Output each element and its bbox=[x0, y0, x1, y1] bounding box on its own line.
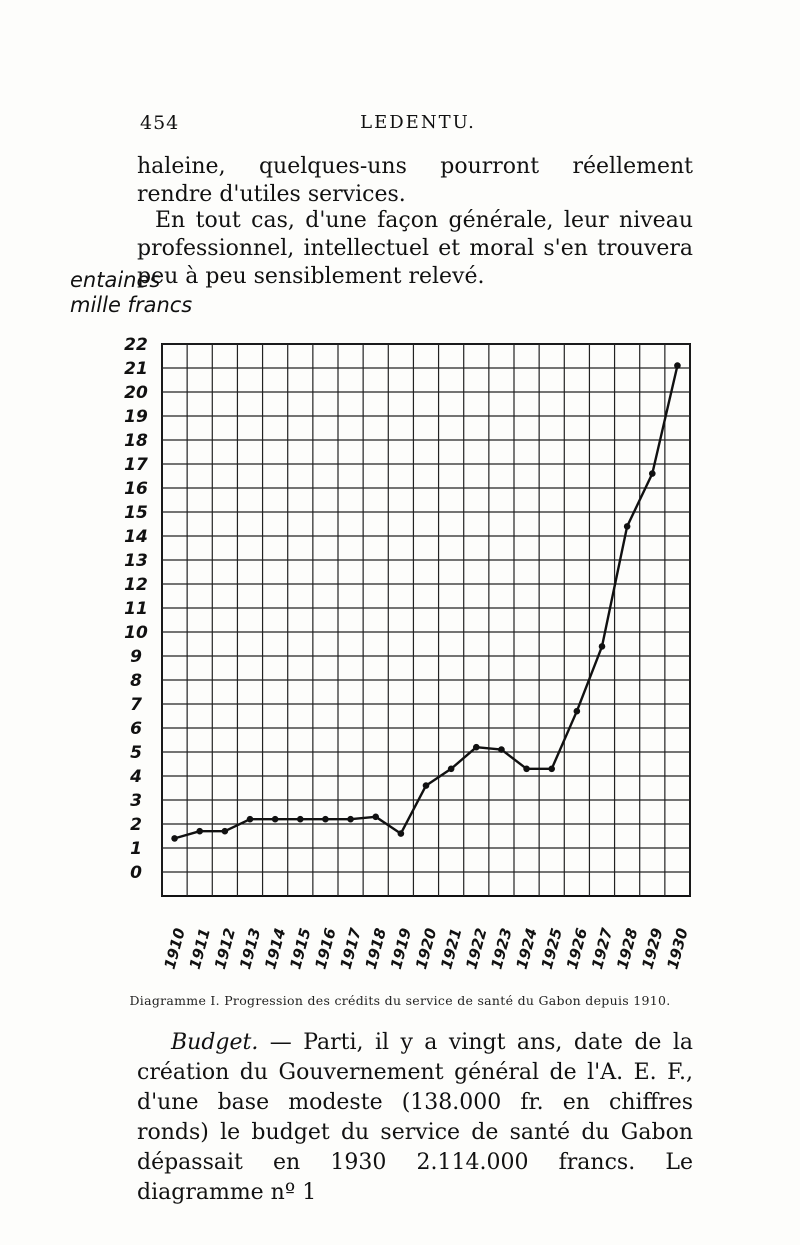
y-axis-label-line2: mille francs bbox=[70, 293, 193, 317]
y-tick-label: 12 bbox=[124, 575, 148, 595]
data-point bbox=[599, 643, 606, 650]
x-tick-label: 1923 bbox=[487, 926, 516, 972]
data-point bbox=[347, 816, 354, 823]
y-tick-label: 14 bbox=[124, 527, 148, 547]
credits-line-chart bbox=[0, 320, 800, 990]
paragraph-2: En tout cas, d'une façon générale, leur niveau professionnel, intellectuel et moral s'en trouvera peu à peu sensiblement relevé. bbox=[137, 208, 693, 289]
y-tick-label: 22 bbox=[124, 335, 148, 355]
x-tick-label: 1911 bbox=[185, 926, 214, 972]
data-point bbox=[498, 746, 505, 753]
data-point bbox=[624, 523, 631, 530]
y-axis-label-line1: entaines bbox=[70, 268, 161, 292]
y-tick-label: 8 bbox=[130, 671, 142, 691]
y-tick-label: 1 bbox=[130, 839, 142, 859]
series-line bbox=[175, 366, 678, 839]
x-tick-label: 1924 bbox=[512, 926, 541, 972]
x-tick-label: 1916 bbox=[311, 926, 340, 972]
x-tick-label: 1919 bbox=[386, 926, 416, 972]
plot-frame bbox=[162, 344, 690, 896]
x-tick-label: 1922 bbox=[462, 926, 491, 972]
x-tick-label: 1926 bbox=[562, 926, 592, 972]
x-tick-label: 1925 bbox=[537, 926, 566, 972]
data-point bbox=[473, 744, 480, 751]
x-tick-label: 1918 bbox=[361, 926, 390, 972]
y-tick-label: 0 bbox=[130, 863, 142, 883]
data-point bbox=[196, 828, 203, 835]
paragraph-1: haleine, quelques-uns pourront réellement rendre d'utiles services. bbox=[137, 154, 693, 207]
budget-lead: Budget. bbox=[171, 1030, 259, 1055]
data-point bbox=[322, 816, 329, 823]
data-point bbox=[574, 708, 581, 715]
data-point bbox=[448, 766, 455, 773]
paragraph-3-body: — Parti, il y a vingt ans, date de la création du Gouvernement général de l'A. E. F., d'une base modeste (138.000 fr. en chiffres ronds) le budget du service de santé du Gabon dépassait en 1930 2.114.000 francs. Le diagramme nº 1 bbox=[137, 1030, 693, 1205]
x-tick-label: 1929 bbox=[638, 926, 667, 972]
data-point bbox=[423, 782, 430, 789]
y-tick-label: 15 bbox=[124, 503, 148, 523]
data-point bbox=[674, 362, 681, 369]
y-tick-label: 18 bbox=[124, 431, 148, 451]
y-tick-label: 5 bbox=[130, 743, 142, 763]
y-tick-label: 16 bbox=[124, 479, 148, 499]
y-tick-label: 13 bbox=[124, 551, 148, 571]
y-tick-label: 20 bbox=[124, 383, 148, 403]
y-tick-label: 6 bbox=[130, 719, 142, 739]
y-tick-label: 10 bbox=[124, 623, 148, 643]
x-tick-label: 1913 bbox=[236, 926, 265, 972]
x-tick-label: 1928 bbox=[613, 926, 642, 972]
x-tick-label: 1914 bbox=[261, 926, 290, 972]
y-tick-label: 11 bbox=[124, 599, 148, 619]
page-number: 454 bbox=[140, 112, 180, 134]
data-point bbox=[297, 816, 304, 823]
running-title: LEDENTU. bbox=[360, 112, 476, 133]
x-tick-label: 1912 bbox=[210, 926, 240, 972]
y-axis-label bbox=[70, 268, 192, 318]
figure-caption: Diagramme I. Progression des crédits du service de santé du Gabon depuis 1910. bbox=[129, 993, 671, 1008]
y-tick-label: 4 bbox=[130, 767, 142, 787]
y-tick-label: 7 bbox=[130, 695, 142, 715]
data-point bbox=[272, 816, 279, 823]
y-tick-label: 3 bbox=[130, 791, 142, 811]
data-point bbox=[398, 830, 405, 837]
data-point bbox=[372, 814, 379, 821]
y-tick-label: 9 bbox=[130, 647, 142, 667]
x-tick-label: 1920 bbox=[412, 926, 441, 972]
x-tick-label: 1910 bbox=[160, 926, 189, 972]
y-tick-label: 2 bbox=[130, 815, 142, 835]
y-tick-label: 17 bbox=[124, 455, 148, 475]
y-tick-label: 21 bbox=[124, 359, 148, 379]
data-point bbox=[171, 835, 178, 842]
data-point bbox=[548, 766, 555, 773]
x-tick-label: 1917 bbox=[336, 926, 365, 972]
x-tick-label: 1915 bbox=[286, 926, 315, 972]
x-tick-label: 1930 bbox=[663, 926, 692, 972]
y-tick-label: 19 bbox=[124, 407, 148, 427]
x-tick-label: 1927 bbox=[588, 926, 617, 972]
paragraph-3 bbox=[137, 1028, 693, 1208]
data-point bbox=[523, 766, 530, 773]
data-point bbox=[247, 816, 254, 823]
data-point bbox=[222, 828, 229, 835]
running-head bbox=[140, 112, 696, 140]
data-point bbox=[649, 470, 656, 477]
x-tick-label: 1921 bbox=[437, 926, 466, 972]
